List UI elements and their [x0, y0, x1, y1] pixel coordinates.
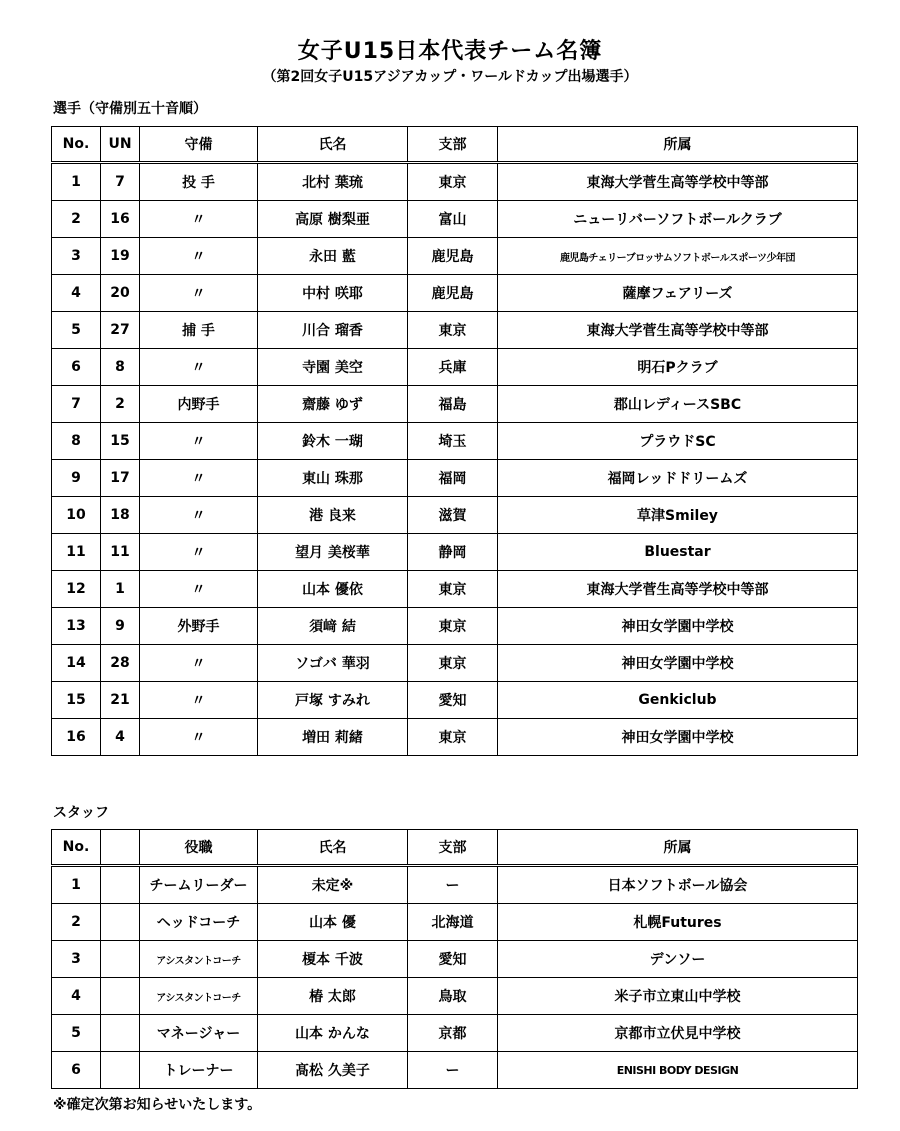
- player-name: 寺園 美空: [258, 349, 408, 386]
- staff-role: アシスタントコーチ: [140, 941, 258, 978]
- header-no: No.: [52, 830, 101, 866]
- player-row: [52, 163, 858, 201]
- staff-name: 山本 優: [258, 904, 408, 941]
- player-name: 北村 葉琉: [258, 163, 408, 201]
- player-uniform-number: 27: [101, 312, 140, 349]
- page-title: 女子U15日本代表チーム名簿: [297, 39, 603, 64]
- player-team: ニューリバーソフトボールクラブ: [498, 201, 858, 238]
- player-team: 明石Pクラブ: [498, 349, 858, 386]
- player-name: 望月 美桜華: [258, 534, 408, 571]
- player-no: 3: [52, 238, 101, 275]
- player-row: [52, 238, 858, 275]
- player-row: [52, 201, 858, 238]
- player-uniform-number: 11: [101, 534, 140, 571]
- player-row: [52, 460, 858, 497]
- header-name: 氏名: [258, 127, 408, 163]
- staff-no: 1: [52, 866, 101, 904]
- staff-branch: ー: [408, 1052, 498, 1089]
- staff-row: [52, 1015, 858, 1052]
- player-row: [52, 571, 858, 608]
- player-team: 神田女学園中学校: [498, 719, 858, 756]
- staff-branch: 愛知: [408, 941, 498, 978]
- player-no: 9: [52, 460, 101, 497]
- player-name: 増田 莉緒: [258, 719, 408, 756]
- player-no: 1: [52, 163, 101, 201]
- player-team: 福岡レッドドリームズ: [498, 460, 858, 497]
- staff-blank: [101, 904, 140, 941]
- player-position: 投 手: [140, 163, 258, 201]
- staff-team: 京都市立伏見中学校: [498, 1015, 858, 1052]
- footnote: ※確定次第お知らせいたします。: [53, 1097, 262, 1113]
- player-row: [52, 682, 858, 719]
- staff-blank: [101, 978, 140, 1015]
- player-row: [52, 719, 858, 756]
- player-branch: 埼玉: [408, 423, 498, 460]
- staff-no: 2: [52, 904, 101, 941]
- player-name: 港 良来: [258, 497, 408, 534]
- staff-branch: 北海道: [408, 904, 498, 941]
- player-no: 13: [52, 608, 101, 645]
- player-uniform-number: 28: [101, 645, 140, 682]
- player-team: 神田女学園中学校: [498, 608, 858, 645]
- staff-row: [52, 866, 858, 904]
- player-no: 8: [52, 423, 101, 460]
- player-uniform-number: 4: [101, 719, 140, 756]
- player-position: 〃: [140, 682, 258, 719]
- player-row: [52, 497, 858, 534]
- header-name: 氏名: [258, 830, 408, 866]
- player-position: 〃: [140, 238, 258, 275]
- staff-section-label: スタッフ: [53, 805, 109, 821]
- player-branch: 東京: [408, 719, 498, 756]
- player-no: 14: [52, 645, 101, 682]
- player-name: ソゴバ 華羽: [258, 645, 408, 682]
- player-team: Genkiclub: [498, 682, 858, 719]
- players-header-row: [52, 127, 858, 163]
- player-no: 12: [52, 571, 101, 608]
- player-row: [52, 312, 858, 349]
- player-team: Bluestar: [498, 534, 858, 571]
- player-branch: 東京: [408, 163, 498, 201]
- player-name: 須﨑 結: [258, 608, 408, 645]
- player-team: 神田女学園中学校: [498, 645, 858, 682]
- player-name: 高原 樹梨亜: [258, 201, 408, 238]
- player-no: 6: [52, 349, 101, 386]
- player-team: 郡山レディースSBC: [498, 386, 858, 423]
- player-no: 2: [52, 201, 101, 238]
- player-name: 中村 咲耶: [258, 275, 408, 312]
- player-uniform-number: 2: [101, 386, 140, 423]
- player-branch: 静岡: [408, 534, 498, 571]
- staff-branch: 京都: [408, 1015, 498, 1052]
- players-table: [51, 126, 858, 756]
- player-uniform-number: 9: [101, 608, 140, 645]
- header-team: 所属: [498, 127, 858, 163]
- staff-team: 日本ソフトボール協会: [498, 866, 858, 904]
- player-position: 〃: [140, 645, 258, 682]
- staff-table: [51, 829, 858, 1089]
- player-position: 〃: [140, 349, 258, 386]
- player-uniform-number: 20: [101, 275, 140, 312]
- staff-name: 椿 太郎: [258, 978, 408, 1015]
- header-un: UN: [101, 127, 140, 163]
- player-branch: 東京: [408, 608, 498, 645]
- staff-header-row: [52, 830, 858, 866]
- player-branch: 鹿児島: [408, 238, 498, 275]
- player-name: 齋藤 ゆず: [258, 386, 408, 423]
- staff-row: [52, 941, 858, 978]
- player-branch: 富山: [408, 201, 498, 238]
- player-team: 薩摩フェアリーズ: [498, 275, 858, 312]
- player-row: [52, 645, 858, 682]
- player-team: プラウドSC: [498, 423, 858, 460]
- player-position: 〃: [140, 534, 258, 571]
- players-section-label: 選手（守備別五十音順）: [53, 101, 207, 117]
- player-position: 〃: [140, 497, 258, 534]
- player-name: 東山 珠那: [258, 460, 408, 497]
- player-row: [52, 423, 858, 460]
- player-uniform-number: 15: [101, 423, 140, 460]
- staff-role: トレーナー: [140, 1052, 258, 1089]
- player-uniform-number: 8: [101, 349, 140, 386]
- staff-team: デンソー: [498, 941, 858, 978]
- player-uniform-number: 21: [101, 682, 140, 719]
- player-uniform-number: 18: [101, 497, 140, 534]
- player-position: 〃: [140, 571, 258, 608]
- staff-row: [52, 978, 858, 1015]
- player-no: 10: [52, 497, 101, 534]
- player-team: 鹿児島チェリーブロッサムソフトボールスポーツ少年団: [498, 238, 858, 275]
- player-row: [52, 275, 858, 312]
- player-position: 〃: [140, 275, 258, 312]
- header-team: 所属: [498, 830, 858, 866]
- header-role: 役職: [140, 830, 258, 866]
- player-branch: 東京: [408, 571, 498, 608]
- player-position: 〃: [140, 201, 258, 238]
- page-subtitle: （第2回女子U15アジアカップ・ワールドカップ出場選手）: [262, 69, 638, 85]
- staff-blank: [101, 1052, 140, 1089]
- player-name: 永田 藍: [258, 238, 408, 275]
- header-blank: [101, 830, 140, 866]
- staff-name: 山本 かんな: [258, 1015, 408, 1052]
- staff-row: [52, 1052, 858, 1089]
- player-row: [52, 608, 858, 645]
- player-name: 山本 優依: [258, 571, 408, 608]
- player-position: 捕 手: [140, 312, 258, 349]
- player-uniform-number: 16: [101, 201, 140, 238]
- player-branch: 東京: [408, 312, 498, 349]
- header-no: No.: [52, 127, 101, 163]
- header-branch: 支部: [408, 830, 498, 866]
- staff-role: チームリーダー: [140, 866, 258, 904]
- staff-team: 米子市立東山中学校: [498, 978, 858, 1015]
- player-position: 内野手: [140, 386, 258, 423]
- player-branch: 滋賀: [408, 497, 498, 534]
- staff-team: ENISHI BODY DESIGN: [498, 1052, 858, 1089]
- player-position: 外野手: [140, 608, 258, 645]
- staff-blank: [101, 941, 140, 978]
- header-branch: 支部: [408, 127, 498, 163]
- player-position: 〃: [140, 719, 258, 756]
- player-name: 戸塚 すみれ: [258, 682, 408, 719]
- player-team: 草津Smiley: [498, 497, 858, 534]
- player-no: 15: [52, 682, 101, 719]
- player-branch: 東京: [408, 645, 498, 682]
- staff-row: [52, 904, 858, 941]
- player-no: 11: [52, 534, 101, 571]
- player-row: [52, 349, 858, 386]
- player-branch: 兵庫: [408, 349, 498, 386]
- staff-name: 未定※: [258, 866, 408, 904]
- player-name: 鈴木 一瑚: [258, 423, 408, 460]
- staff-blank: [101, 1015, 140, 1052]
- player-no: 16: [52, 719, 101, 756]
- player-team: 東海大学菅生高等学校中等部: [498, 571, 858, 608]
- staff-blank: [101, 866, 140, 904]
- player-no: 4: [52, 275, 101, 312]
- player-row: [52, 386, 858, 423]
- player-no: 7: [52, 386, 101, 423]
- staff-role: ヘッドコーチ: [140, 904, 258, 941]
- player-branch: 鹿児島: [408, 275, 498, 312]
- player-position: 〃: [140, 423, 258, 460]
- player-team: 東海大学菅生高等学校中等部: [498, 163, 858, 201]
- staff-role: マネージャー: [140, 1015, 258, 1052]
- staff-no: 3: [52, 941, 101, 978]
- player-branch: 福岡: [408, 460, 498, 497]
- player-position: 〃: [140, 460, 258, 497]
- staff-no: 6: [52, 1052, 101, 1089]
- player-uniform-number: 1: [101, 571, 140, 608]
- staff-no: 5: [52, 1015, 101, 1052]
- player-no: 5: [52, 312, 101, 349]
- player-branch: 愛知: [408, 682, 498, 719]
- player-uniform-number: 19: [101, 238, 140, 275]
- staff-team: 札幌Futures: [498, 904, 858, 941]
- player-uniform-number: 7: [101, 163, 140, 201]
- player-name: 川合 瑠香: [258, 312, 408, 349]
- staff-branch: 鳥取: [408, 978, 498, 1015]
- player-uniform-number: 17: [101, 460, 140, 497]
- staff-name: 髙松 久美子: [258, 1052, 408, 1089]
- player-row: [52, 534, 858, 571]
- staff-branch: ー: [408, 866, 498, 904]
- header-position: 守備: [140, 127, 258, 163]
- staff-no: 4: [52, 978, 101, 1015]
- player-team: 東海大学菅生高等学校中等部: [498, 312, 858, 349]
- player-branch: 福島: [408, 386, 498, 423]
- staff-name: 榎本 千波: [258, 941, 408, 978]
- staff-role: アシスタントコーチ: [140, 978, 258, 1015]
